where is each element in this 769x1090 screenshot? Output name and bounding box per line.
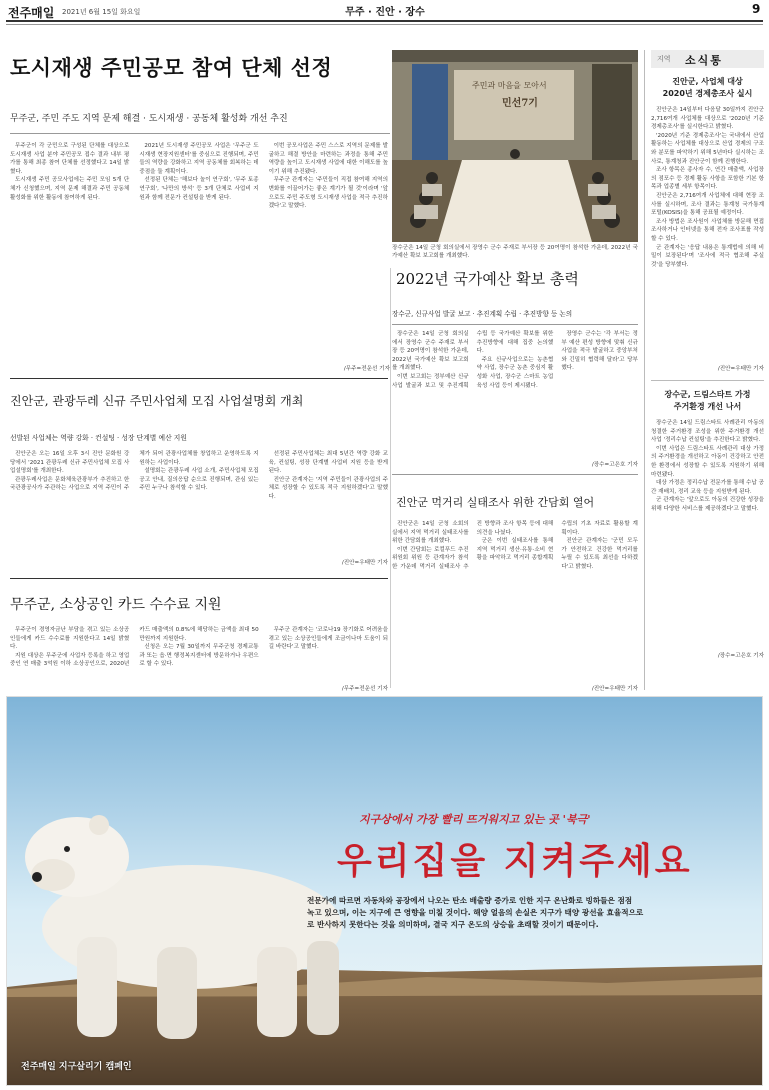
paragraph: '2020년 기준 경제총조사'는 국내에서 산업활동하는 사업체를 대상으로 산업 경제의 구조와 분포를 파악하기 위해 5년마다 실시하는 조사로, 통계청과 진안군이 함께 진행한다. bbox=[651, 132, 764, 165]
byline: /진안=우태만 기자 bbox=[591, 686, 638, 692]
lead-body bbox=[10, 142, 388, 362]
paragraph: 진안군은 2,716여개 사업체에 대해 현장 조사를 실시하며, 조사 결과는 통계청 국가통계포털(KOSIS)을 통해 공표될 예정이다. bbox=[651, 192, 764, 217]
news-photo bbox=[392, 50, 638, 242]
paragraph: 군은 이번 실태조사를 통해 지역 먹거리 생산·유통·소비 현황을 파악하고 먹거리 종합계획 수립의 기초 자료로 활용할 계획이다. bbox=[476, 521, 638, 562]
paragraph: 설명회는 관광두레 사업 소개, 주민사업체 모집 공고 안내, 질의응답 순으로 진행되며, 관심 있는 주민 누구나 참석할 수 있다. bbox=[139, 468, 259, 492]
header-rule-thin bbox=[6, 24, 763, 25]
paragraph: 조사 항목은 종사자 수, 연간 매출액, 사업장의 점포수 등 경제 활동 사항을 포함한 기본 항목과 업종별 세부 항목이다. bbox=[651, 167, 764, 191]
food-body bbox=[392, 520, 638, 680]
paragraph: 이번 보고회는 정부예산 신규사업 발굴과 보고 및 추진계획 수립 등 국가예산 확보를 위한 추진방향에 대해 집중 논의했다. bbox=[392, 331, 554, 389]
paragraph: 군 관계자는 '응답 내용은 통계법에 의해 비밀이 보장된다'며 '조사에 적극 협조해 주실 것'을 당부했다. bbox=[651, 244, 764, 268]
arctic-landscape-image bbox=[7, 697, 763, 1086]
paragraph: 신청은 오는 7월 30일까지 무주군청 경제교통과 또는 읍·면 행정복지센터에 방문하거나 우편으로 할 수 있다. bbox=[139, 644, 259, 668]
ad-body-line: 전문가에 따르면 자동차와 공장에서 나오는 탄소 배출량 증가로 인한 지구 온난화로 빙하들은 점점 bbox=[307, 896, 633, 905]
divider bbox=[10, 378, 388, 379]
paragraph: 이번 사업은 드림스타트 사례관리 대상 가정의 주거환경을 개선하고 아동이 건강하고 안전한 환경에서 성장할 수 있도록 지원하기 위해 마련됐다. bbox=[651, 445, 764, 478]
paragraph: 장수군은 14일 군청 회의실에서 장영수 군수 주재로 부서장 등 20여명이 참석한 가운데, 2022년 국가예산 확보 보고회를 개최했다. bbox=[392, 331, 469, 372]
column-rule bbox=[390, 268, 391, 688]
budget-body bbox=[392, 330, 638, 458]
header-rule bbox=[6, 20, 763, 22]
sidebar-label: 지역 bbox=[657, 55, 671, 63]
issue-date: 2021년 6월 15일 화요일 bbox=[62, 8, 141, 16]
campaign-ad bbox=[6, 696, 763, 1086]
newspaper-logo: 전주매일 bbox=[8, 6, 55, 20]
photo-banner-text: 민선7기 bbox=[502, 98, 538, 109]
ad-headline: 우리집을 지켜주세요 bbox=[337, 840, 693, 882]
tourism-headline: 진안군, 관광두레 신규 주민사업체 모집 사업설명회 개최 bbox=[10, 394, 304, 408]
ad-body-line: 로 반사하지 못한다는 것을 의미하며, 결국 지구 온도의 상승을 초래할 것이기 때문이다. bbox=[307, 920, 599, 929]
paragraph: 무주군 관계자는 '주민들이 직접 참여해 지역의 변화를 이끌어가는 좋은 계기가 될 것'이라며 '앞으로도 주민 주도형 도시재생 사업을 적극 추진하겠다'고 말했다. bbox=[268, 177, 388, 210]
byline: /무주=전운선 기자 bbox=[343, 366, 390, 372]
paragraph: 선정된 주민사업체는 최대 5년간 역량 강화 교육, 컨설팅, 성장 단계별 사업비 지원 등을 받게 된다. bbox=[268, 451, 388, 475]
section-title: 무주 · 진안 · 장수 bbox=[345, 7, 425, 18]
ad-credit: 전주매일 지구살리기 캠페인 bbox=[21, 1062, 132, 1072]
byline: /장수=고은호 기자 bbox=[591, 462, 638, 468]
masthead bbox=[0, 0, 769, 24]
tourism-body bbox=[10, 450, 388, 558]
ad-body-line: 녹고 있으며, 이는 지구에 큰 영향을 미칠 것이다. 해양 얼음의 손실은 지구가 태양 광선을 효율적으로 bbox=[307, 908, 644, 917]
paragraph: 진안군은 14일 군청 소회의실에서 지역 먹거리 실태조사를 위한 간담회를 개최했다. bbox=[392, 521, 469, 545]
paragraph: 대상 가정은 정리수납 전문가를 통해 수납 공간 재배치, 정리 교육 등을 지원받게 된다. bbox=[651, 480, 764, 495]
divider bbox=[392, 324, 638, 325]
sidebar-item-headline: 주거환경 개선 나서 bbox=[673, 402, 742, 411]
paragraph: 무주군이 각 군민으로 구성된 단체를 대상으로 도시재생 사업 분야 주민공모 접수 결과 내부 평가를 통해 최종 참여 단체를 선정했다고 14일 밝혔다. bbox=[10, 143, 130, 175]
paragraph: 진안군 관계자는 '군민 모두가 안전하고 건강한 먹거리를 누릴 수 있도록 최선을 다하겠다'고 밝혔다. bbox=[561, 538, 638, 570]
divider bbox=[392, 474, 638, 475]
sidebar-item-headline: 장수군, 드림스타트 가정 bbox=[664, 390, 751, 399]
paragraph: 관광두레사업은 문화체육관광부가 추진하고 한국관광공사가 주관하는 사업으로 지역 주민이 주체가 되어 관광사업체를 창업하고 운영하도록 지원하는 사업이다. bbox=[10, 451, 259, 492]
paragraph: 무주군이 경영자금난 부담을 겪고 있는 소상공인들에게 카드 수수료를 지원한다고 14일 밝혔다. bbox=[10, 627, 130, 651]
paragraph: 진안군은 14일부터 다음달 30일까지 진안군 2,716여개 사업체를 대상으로 '2020년 기준 경제총조사'를 실시한다고 밝혔다. bbox=[651, 107, 764, 131]
paragraph: 조사 방법은 조사원이 사업체를 방문해 면접 조사하거나 인터넷을 통해 전자 조사표를 작성할 수 있다. bbox=[651, 218, 764, 242]
sidebar-item bbox=[651, 76, 764, 372]
paragraph: 무주군 관계자는 '코로나19 장기화로 어려움을 겪고 있는 소상공인들에게 조금이나마 도움이 되길 바란다'고 말했다. bbox=[268, 627, 388, 651]
sidebar-header bbox=[651, 50, 764, 68]
paragraph: 진안군은 오는 16일 오후 3시 진안 문화원 강당에서 '2021 관광두레 신규 주민사업체 모집 사업설명회'를 개최한다. bbox=[10, 451, 130, 475]
sidebar-title: 소식통 bbox=[685, 54, 723, 67]
paragraph: 도시재생 주민 공모사업에는 주민 모임 5개 단체가 신청했으며, 지역 문제 해결과 주민 공동체 활성화를 위한 활동에 참여하게 된다. bbox=[10, 177, 130, 201]
budget-headline: 2022년 국가예산 확보 총력 bbox=[396, 270, 579, 288]
byline: /무주=전운선 기자 bbox=[341, 686, 388, 692]
card-headline: 무주군, 소상공인 카드 수수료 지원 bbox=[10, 597, 222, 613]
page-number: 9 bbox=[752, 2, 761, 16]
food-headline: 진안군 먹거리 실태조사 위한 간담회 열어 bbox=[396, 496, 595, 509]
ad-tagline: 지구상에서 가장 빨리 뜨거워지고 있는 곳 '북극' bbox=[359, 813, 591, 826]
sidebar-item-headline: 2020년 경제총조사 실시 bbox=[662, 89, 753, 98]
budget-subhead: 장수군, 신규사업 발굴 보고 · 추진계획 수립 · 추진방향 등 논의 bbox=[392, 310, 573, 318]
byline: /진안=우태만 기자 bbox=[341, 560, 388, 566]
photo-caption: 장수군은 14일 군청 회의실에서 장영수 군수 주재로 부서장 등 20여명이 참석한 가운데, 2022년 국가예산 확보 보고회를 개최했다. bbox=[392, 245, 638, 260]
sidebar-item bbox=[651, 389, 764, 659]
paragraph: 2021년 도시재생 주민공모 사업은 '무주군 도시재생 현장지원센터'를 중심으로 진행되며, 주민들의 역량을 강화하고 지역 공동체를 회복하는 데 중점을 둘 계획이다. bbox=[139, 143, 259, 175]
photo-banner-text: 주민과 마음을 모아서 bbox=[472, 81, 547, 90]
card-body bbox=[10, 626, 388, 684]
meeting-room-image bbox=[392, 50, 638, 242]
sidebar bbox=[644, 50, 764, 690]
paragraph: 이번 공모사업은 주민 스스로 지역의 문제를 발굴하고 해결 방안을 마련하는 과정을 통해 주민 역량을 높이고 도시재생 사업에 대한 이해도를 높이기 위해 추진됐다. bbox=[268, 143, 388, 175]
paragraph: 장영수 군수는 '각 부서는 정부 예산 편성 방향에 맞춰 신규 사업을 적극 발굴하고 중앙부처와 긴밀히 협력해 달라'고 당부했다. bbox=[561, 331, 638, 372]
lead-headline: 도시재생 주민공모 참여 단체 선정 bbox=[10, 55, 333, 80]
sidebar-divider bbox=[651, 380, 764, 381]
paragraph: 군 관계자는 '앞으로도 아동의 건강한 성장을 위해 다양한 서비스를 제공하겠다'고 말했다. bbox=[651, 497, 764, 512]
paragraph: 이번 간담회는 로컬푸드 추진위원회 위원 등 관계자가 참석한 가운데 먹거리 실태조사 추진 방향과 조사 항목 등에 대해 의견을 나눴다. bbox=[392, 521, 554, 570]
paragraph: 장수군은 14일 드림스타트 사례관리 아동의 청결한 주거환경 조성을 위한 주거환경 개선 사업 '정리수납 컨설팅'을 추진한다고 밝혔다. bbox=[651, 420, 764, 444]
lead-subhead: 무주군, 주민 주도 지역 문제 해결 · 도시재생 · 공동체 활성화 개선 추진 bbox=[10, 114, 288, 124]
paragraph: 선정된 단체는 '해보다 놀이 연구회', '무주 토종 연구회', '나만의 방석' 등 3개 단체로 사업비 지원과 함께 전문가 컨설팅을 받게 된다. bbox=[139, 177, 259, 201]
sidebar-item-body bbox=[651, 106, 764, 364]
byline: /장수=고은호 기자 bbox=[717, 653, 764, 659]
divider bbox=[10, 578, 388, 579]
sidebar-item-body bbox=[651, 419, 764, 651]
ad-body bbox=[307, 895, 747, 931]
sidebar-item-headline: 진안군, 사업체 대상 bbox=[672, 77, 743, 86]
byline: /진안=우태만 기자 bbox=[717, 366, 764, 372]
paragraph: 지원 대상은 무주군에 사업자 등록을 하고 영업 중인 연 매출 3억원 이하 소상공인으로, 2020년 카드 매출액의 0.8%에 해당하는 금액을 최대 50만원까지 지원한다. bbox=[10, 627, 259, 668]
tourism-subhead: 선발된 사업체는 역량 강화 · 컨설팅 · 성장 단계별 예산 지원 bbox=[10, 434, 187, 442]
paragraph: 주요 신규사업으로는 농촌협약 사업, 장수군 농촌 중심지 활성화 사업, 장수군 스마트 농업 육성 사업 등이 제시됐다. bbox=[476, 356, 554, 389]
paragraph: 진안군 관계자는 '지역 주민들이 관광사업의 주체로 성장할 수 있도록 적극 지원하겠다'고 말했다. bbox=[268, 476, 388, 500]
divider bbox=[10, 133, 390, 134]
